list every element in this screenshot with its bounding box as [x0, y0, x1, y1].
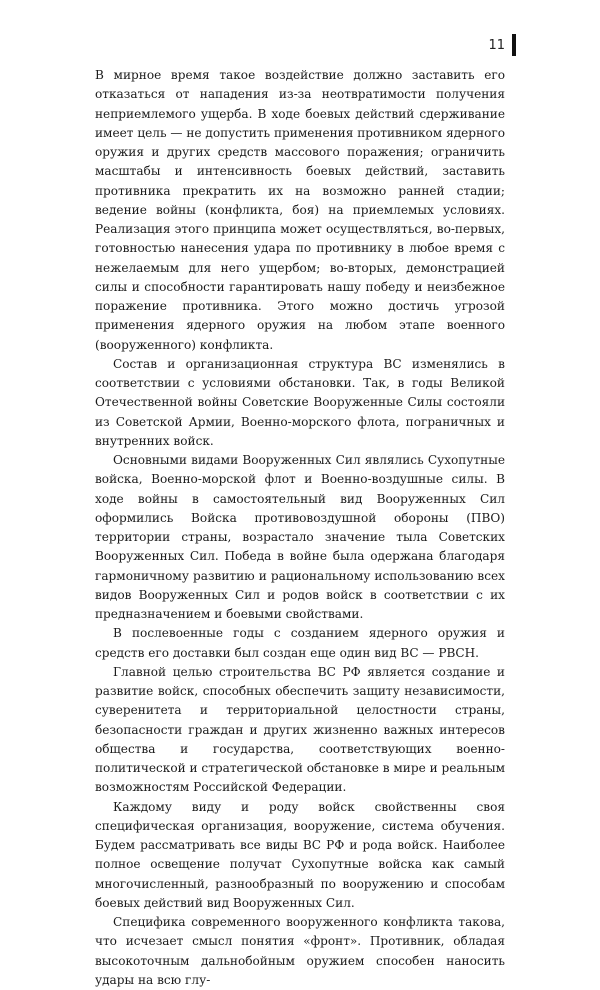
paragraph-deterrence: В мирное время такое воздействие должно заставить его отказаться от нападения из-за неотвратимости получения неприемлемого ущерба. В ходе боевых действий сдерживание имеет цель — не допустить применения противником ядерного оружия и других средств массового поражения; ограничить масштабы и интенсивность боевых действий, заставить противника прекратить их на возможно ранней стадии; ведение войны (конфликта, боя) на приемлемых условиях. Реализация этого принципа может осуществляться, во-первых, готовностью нанесения удара по противнику в любое время с нежелаемым для него ущербом; во-вторых, демонстрацией силы и способности гарантировать нашу победу и неизбежное поражение противника. Этого можно достичь угрозой применения ядерного оружия на любом этапе военного (вооруженного) конфликта.: [95, 68, 505, 352]
paragraph-modern-conflict: Специфика современного вооруженного конфликта такова, что исчезает смысл понятия «фронт». Противник, обладая высокоточным дальнобойным оружием способен наносить удары на всю глу-: [95, 915, 505, 987]
page-header: [488, 34, 516, 56]
body-text: [95, 66, 505, 990]
page-number-bar: [512, 34, 516, 56]
paragraph-main-goal: Главной целью строительства ВС РФ является создание и развитие войск, способных обеспечить защиту независимости, суверенитета и территориальной целостности страны, безопасности граждан и других жизненно важных интересов общества и государства, соответствующих военно-политической и стратегической обстановке в мире и реальным возможностям Российской Федерации.: [95, 664, 505, 795]
paragraph-postwar: В послевоенные годы с созданием ядерного оружия и средств его доставки был создан еще один вид ВС — РВСН.: [95, 626, 505, 660]
paragraph-composition: Состав и организационная структура ВС изменялись в соответствии с условиями обстановки. Так, в годы Великой Отечественной войны Советские Вооруженные Силы состояли из Советской Армии, Военно-морского флота, пограничных и внутренних войск.: [95, 356, 505, 448]
paragraph-main-branches: Основными видами Вооруженных Сил являлись Сухопутные войска, Военно-морской флот и Военно-воздушные силы. В ходе войны в самостоятельный вид Вооруженных Сил оформились Войска противовоздушной обороны (ПВО) территории страны, возрастало значение тыла Советских Вооруженных Сил. Победа в войне была одержана благодаря гармоничному развитию и рациональному использованию всех видов Вооруженных Сил и родов войск в соответствии с их предназначением и боевыми свойствами.: [95, 453, 505, 621]
page-number: 11: [488, 37, 505, 53]
paragraph-specifics: Каждому виду и роду войск свойственны своя специфическая организация, вооружение, система обучения. Будем рассматривать все виды ВС РФ и рода войск. Наиболее полное освещение получат Сухопутные войска как самый многочисленный, разнообразный по вооружению и способам боевых действий вид Вооруженных Сил.: [95, 799, 505, 910]
